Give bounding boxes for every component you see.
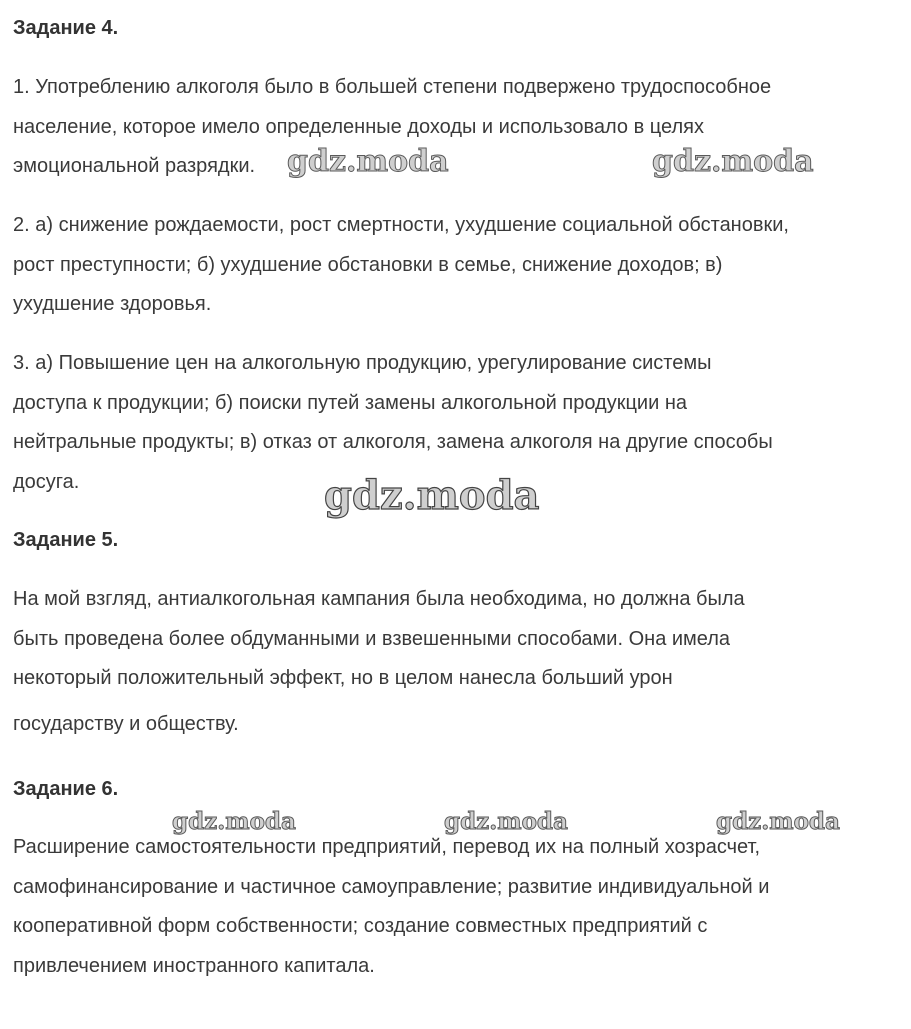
text-line: привлечением иностранного капитала. [13,954,375,977]
text-line: рост преступности; б) ухудшение обстановки в семье, снижение доходов; в) [13,253,723,276]
watermark: gdz.moda [716,808,840,835]
task-4-answer-1 [13,68,903,187]
text-line: эмоциональной разрядки. [13,155,256,177]
watermark: gdz.moda [287,144,449,179]
text-line: ухудшение здоровья. [13,293,212,315]
text-line: кооперативной форм собственности; создание совместных предприятий с [13,915,708,937]
task-4-answer-2 [13,206,903,325]
task-6-heading: Задание 6. [13,778,119,800]
text-line: 1. Употреблению алкоголя было в большей степени подвержено трудоспособное [13,76,772,98]
watermark: gdz.moda [652,144,814,179]
text-line: нейтральные продукты; в) отказ от алкоголя, замена алкоголя на другие способы [13,431,773,453]
task-5-heading: Задание 5. [13,529,119,551]
text-line: доступа к продукции; б) поиски путей замены алкогольной продукции на [13,391,687,414]
text-line: Расширение самостоятельности предприятий, перевод их на полный хозрасчет, [13,836,761,858]
task-4-heading: Задание 4. [13,17,119,39]
text-line: 2. а) снижение рождаемости, рост смертности, ухудшение социальной обстановки, [13,214,789,236]
text-line: самофинансирование и частичное самоуправление; развитие индивидуальной и [13,875,770,898]
watermark: gdz.moda [324,472,540,519]
text-line: На мой взгляд, антиалкогольная кампания была необходима, но должна была [13,588,745,610]
text-line: некоторый положительный эффект, но в целом нанесла больший урон [13,667,673,689]
task-6-answer [13,828,903,986]
text-line: государству и обществу. [13,712,239,735]
text-line: 3. а) Повышение цен на алкогольную продукцию, урегулирование системы [13,352,712,374]
task-5-answer [13,580,903,744]
task-4-answer-3 [13,344,903,502]
text-line: быть проведена более обдуманными и взвешенными способами. Она имела [13,627,731,650]
text-line: население, которое имело определенные доходы и использовало в целях [13,115,704,138]
watermark: gdz.moda [444,808,568,835]
watermark: gdz.moda [172,808,296,835]
text-line: досуга. [13,470,80,493]
